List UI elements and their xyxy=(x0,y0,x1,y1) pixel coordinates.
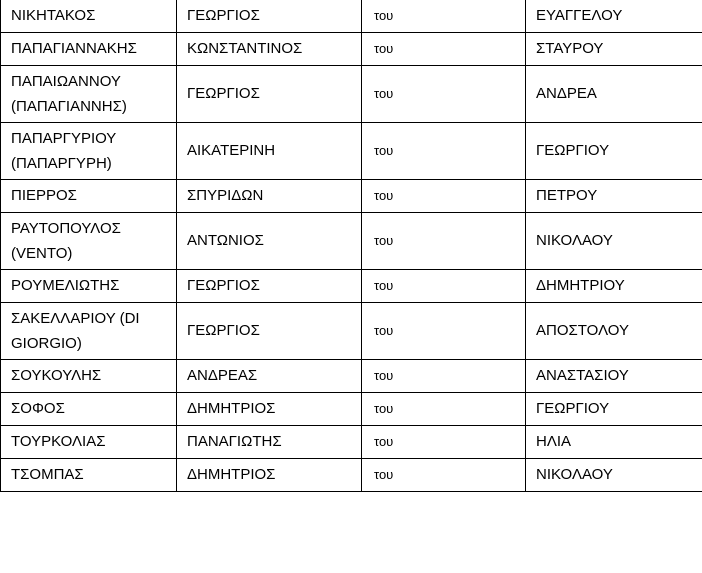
surname-cell: ΠΑΠΑΓΙΑΝΝΑΚΗΣ xyxy=(1,33,177,66)
of-cell: του xyxy=(362,0,526,33)
first-name-cell: ΔΗΜΗΤΡΙΟΣ xyxy=(177,393,362,426)
of-cell: του xyxy=(362,426,526,459)
first-name-cell: ΔΗΜΗΤΡΙΟΣ xyxy=(177,459,362,492)
surname-cell: ΠΙΕΡΡΟΣ xyxy=(1,180,177,213)
father-name-cell: ΗΛΙΑ xyxy=(526,426,702,459)
surname-cell: ΠΑΠΑΙΩΑΝΝΟΥ (ΠΑΠΑΓΙΑΝΝΗΣ) xyxy=(1,66,177,123)
father-name-cell: ΔΗΜΗΤΡΙΟΥ xyxy=(526,270,702,303)
of-cell: του xyxy=(362,360,526,393)
surname-cell: ΣΟΦΟΣ xyxy=(1,393,177,426)
first-name-cell: ΚΩΝΣΤΑΝΤΙΝΟΣ xyxy=(177,33,362,66)
of-cell: του xyxy=(362,66,526,123)
table-row xyxy=(1,33,702,66)
table-row xyxy=(1,213,702,270)
first-name-cell: ΑΝΤΩΝΙΟΣ xyxy=(177,213,362,270)
table-row xyxy=(1,180,702,213)
of-cell: του xyxy=(362,213,526,270)
of-cell: του xyxy=(362,459,526,492)
table-row xyxy=(1,393,702,426)
first-name-cell: ΓΕΩΡΓΙΟΣ xyxy=(177,0,362,33)
table-row xyxy=(1,360,702,393)
surname-cell: ΡΟΥΜΕΛΙΩΤΗΣ xyxy=(1,270,177,303)
surname-cell: ΤΟΥΡΚΟΛΙΑΣ xyxy=(1,426,177,459)
table-row xyxy=(1,459,702,492)
first-name-cell: ΓΕΩΡΓΙΟΣ xyxy=(177,66,362,123)
of-cell: του xyxy=(362,393,526,426)
table-row xyxy=(1,66,702,123)
of-cell: του xyxy=(362,33,526,66)
father-name-cell: ΠΕΤΡΟΥ xyxy=(526,180,702,213)
of-cell: του xyxy=(362,270,526,303)
surname-cell: ΤΣΟΜΠΑΣ xyxy=(1,459,177,492)
first-name-cell: ΠΑΝΑΓΙΩΤΗΣ xyxy=(177,426,362,459)
first-name-cell: ΓΕΩΡΓΙΟΣ xyxy=(177,303,362,360)
father-name-cell: ΝΙΚΟΛΑΟΥ xyxy=(526,459,702,492)
table-row xyxy=(1,123,702,180)
of-cell: του xyxy=(362,123,526,180)
of-cell: του xyxy=(362,180,526,213)
surname-cell: ΣΟΥΚΟΥΛΗΣ xyxy=(1,360,177,393)
father-name-cell: ΕΥΑΓΓΕΛΟΥ xyxy=(526,0,702,33)
surname-cell: ΡΑΥΤΟΠΟΥΛΟΣ (VENTO) xyxy=(1,213,177,270)
table-row xyxy=(1,426,702,459)
father-name-cell: ΓΕΩΡΓΙΟΥ xyxy=(526,123,702,180)
father-name-cell: ΑΝΔΡΕΑ xyxy=(526,66,702,123)
first-name-cell: ΓΕΩΡΓΙΟΣ xyxy=(177,270,362,303)
father-name-cell: ΑΠΟΣΤΟΛΟΥ xyxy=(526,303,702,360)
surname-cell: ΣΑΚΕΛΛΑΡΙΟΥ (DI GIORGIO) xyxy=(1,303,177,360)
father-name-cell: ΝΙΚΟΛΑΟΥ xyxy=(526,213,702,270)
table-row xyxy=(1,0,702,33)
first-name-cell: ΑΝΔΡΕΑΣ xyxy=(177,360,362,393)
table-row xyxy=(1,270,702,303)
table-row xyxy=(1,303,702,360)
father-name-cell: ΑΝΑΣΤΑΣΙΟΥ xyxy=(526,360,702,393)
of-cell: του xyxy=(362,303,526,360)
first-name-cell: ΑΙΚΑΤΕΡΙΝΗ xyxy=(177,123,362,180)
first-name-cell: ΣΠΥΡΙΔΩΝ xyxy=(177,180,362,213)
surname-cell: ΠΑΠΑΡΓΥΡΙΟΥ (ΠΑΠΑΡΓΥΡΗ) xyxy=(1,123,177,180)
surname-cell: ΝΙΚΗΤΑΚΟΣ xyxy=(1,0,177,33)
father-name-cell: ΣΤΑΥΡΟΥ xyxy=(526,33,702,66)
father-name-cell: ΓΕΩΡΓΙΟΥ xyxy=(526,393,702,426)
